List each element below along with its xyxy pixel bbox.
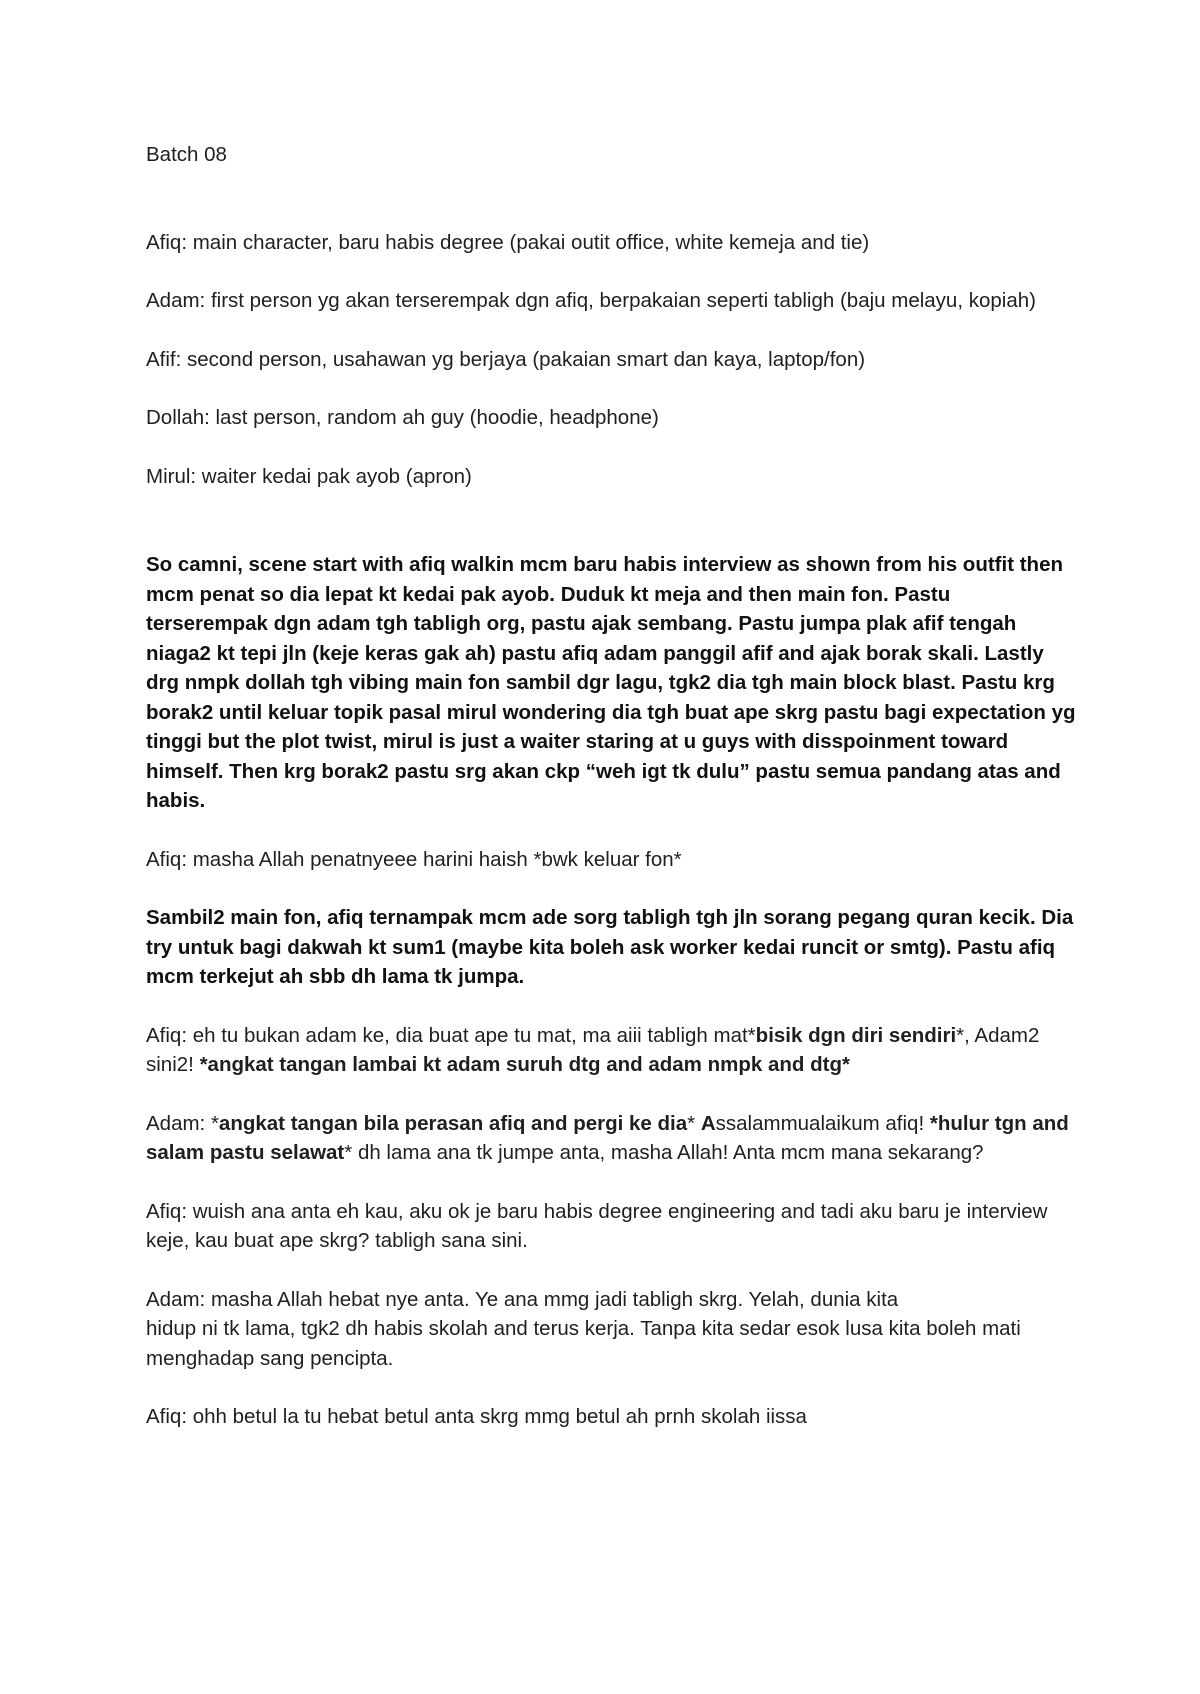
dialogue-line-4: Afiq: wuish ana anta eh kau, aku ok je baru habis degree engineering and tadi aku baru je interview keje, kau buat ape skrg? tabligh sana sini.	[146, 1199, 1048, 1252]
dialogue-line-6: Afiq: ohh betul la tu hebat betul anta skrg mmg betul ah prnh skolah iissa	[146, 1405, 807, 1428]
dialogue-line-5	[146, 1285, 1076, 1374]
document-page	[146, 140, 1076, 1432]
dialogue-text: Adam: *	[146, 1111, 219, 1135]
dialogue-text: Afiq: eh tu bukan adam ke, dia buat ape tu mat, ma aiii tabligh mat*	[146, 1023, 756, 1047]
stage-direction: angkat tangan bila perasan afiq and pergi ke dia	[218, 1111, 688, 1135]
dialogue-line-3	[146, 1109, 1076, 1168]
action-description-1: Sambil2 main fon, afiq ternampak mcm ade sorg tabligh tgh jln sorang pegang quran kecik. Dia try untuk bagi dakwah kt sum1 (maybe kita boleh ask worker kedai runcit or smtg). Pastu afiq mcm terkejut ah sbb dh lama tk jumpa.	[146, 906, 1074, 988]
dialogue-text: * dh lama ana tk jumpe anta, masha Allah! Anta mcm mana sekarang?	[344, 1141, 984, 1164]
character-afiq: Afiq: main character, baru habis degree (pakai outit office, white kemeja and tie)	[146, 230, 870, 254]
stage-direction: bisik dgn diri sendiri	[755, 1023, 957, 1047]
dialogue-text: A	[700, 1111, 716, 1135]
dialogue-text: *, Adam2 sini2!	[146, 1023, 1040, 1076]
character-adam: Adam: first person yg akan terserempak dgn afiq, berpakaian seperti tabligh (baju melayu, kopiah)	[146, 289, 1036, 312]
character-afif: Afif: second person, usahawan yg berjaya (pakaian smart dan kaya, laptop/fon)	[146, 347, 866, 371]
scene-description: So camni, scene start with afiq walkin mcm baru habis interview as shown from his outfit then mcm penat so dia lepat kt kedai pak ayob. Duduk kt meja and then main fon. Pastu terserempak dgn adam tgh tabligh org, pastu ajak sembang. Pastu jumpa plak afif tengah niaga2 kt tepi jln (keje keras gak ah) pastu afiq adam panggil afif and ajak borak skali. Lastly drg nmpk dollah tgh vibing main fon sambil dgr lagu, tgk2 dia tgh main block blast. Pastu krg borak2 until keluar topik pasal mirul wondering dia tgh buat ape skrg pastu bagi expectation yg tinggi but the plot twist, mirul is just a waiter staring at u guys with disspoinment toward himself. Then krg borak2 pastu srg akan ckp “weh igt tk dulu” pastu semua pandang atas and habis.	[146, 553, 1076, 812]
stage-direction: *hulur tgn and salam pastu selawat	[146, 1111, 1069, 1164]
document-title: Batch 08	[146, 143, 227, 166]
dialogue-text: *	[687, 1111, 701, 1135]
dialogue-text: ssalammualaikum afiq!	[715, 1111, 930, 1135]
dialogue-text: Adam: masha Allah hebat nye anta. Ye ana mmg jadi tabligh skrg. Yelah, dunia kita	[146, 1287, 899, 1311]
character-dollah: Dollah: last person, random ah guy (hoodie, headphone)	[146, 406, 659, 429]
dialogue-text: hidup ni tk lama, tgk2 dh habis skolah and terus kerja. Tanpa kita sedar esok lusa kita boleh mati menghadap sang pencipta.	[146, 1317, 1021, 1370]
dialogue-line-2	[146, 1021, 1076, 1080]
dialogue-line-1: Afiq: masha Allah penatnyeee harini haish *bwk keluar fon*	[146, 847, 682, 871]
stage-direction: *angkat tangan lambai kt adam suruh dtg and adam nmpk and dtg*	[199, 1053, 850, 1076]
character-mirul: Mirul: waiter kedai pak ayob (apron)	[146, 464, 472, 488]
